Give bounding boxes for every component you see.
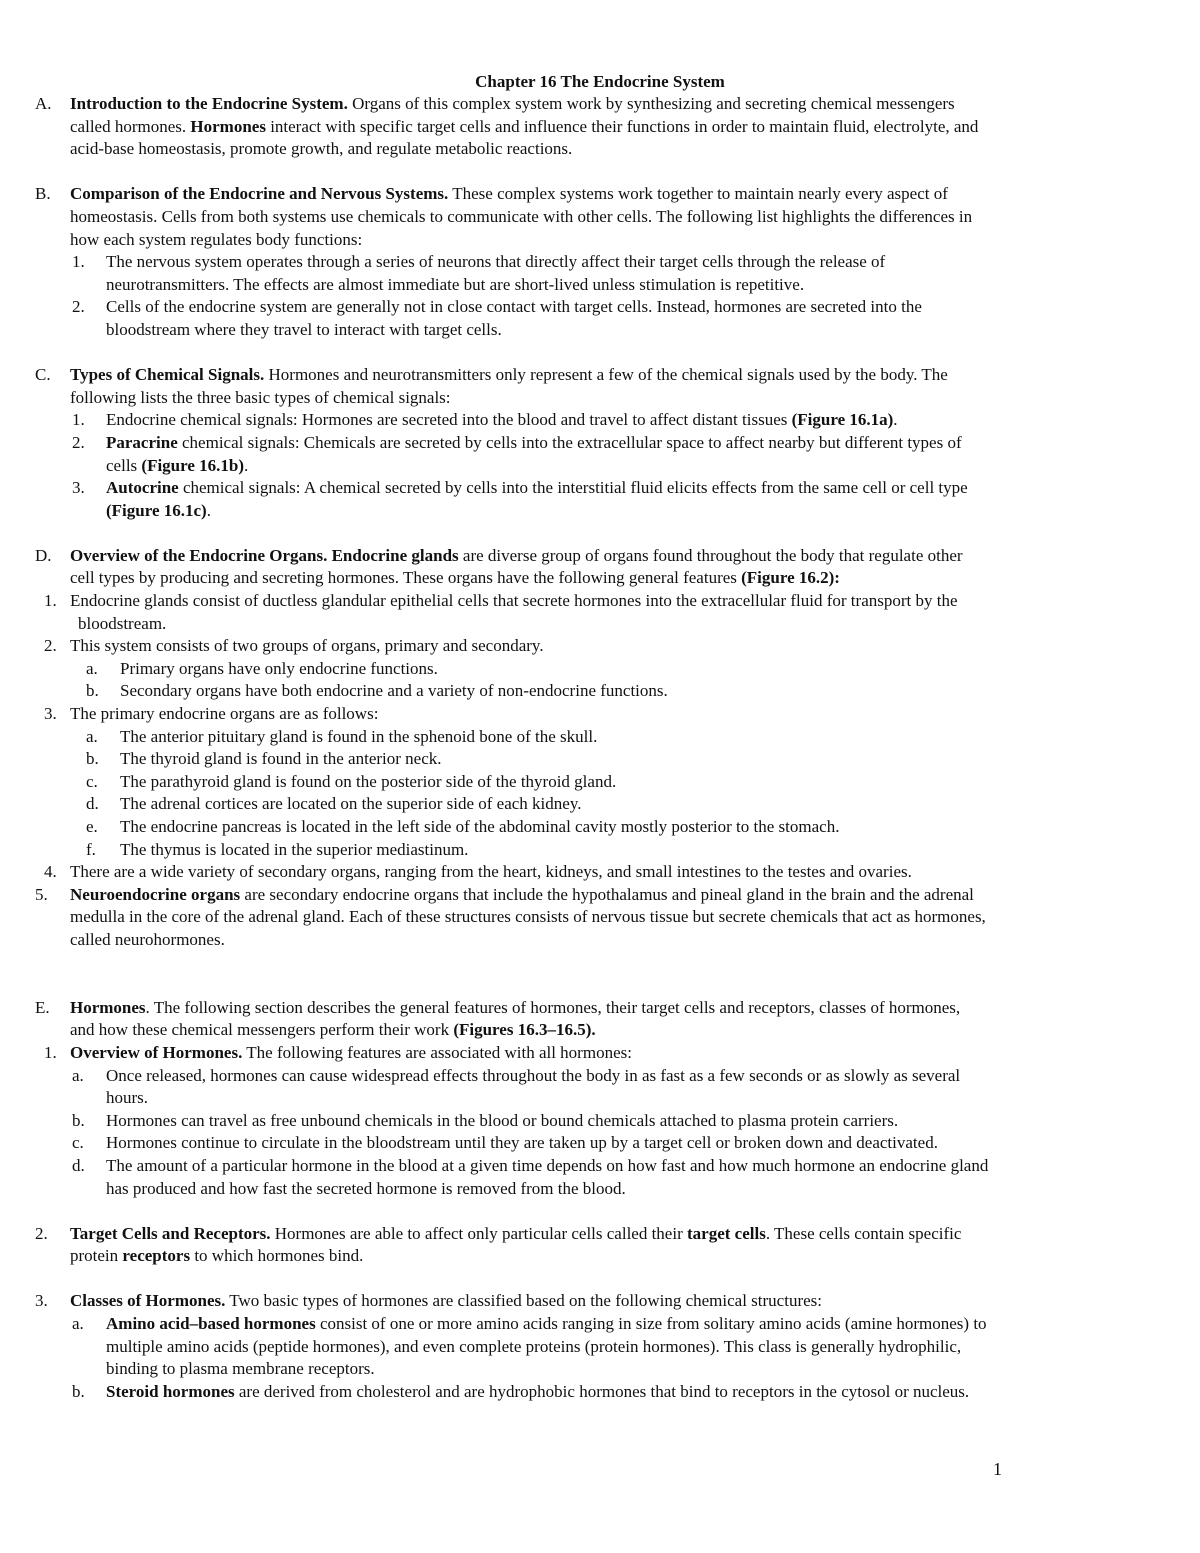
list-marker: d. [72, 1155, 85, 1175]
text-run: acid-base homeostasis, promote growth, and regulate metabolic reactions. [70, 139, 573, 159]
bold-term: Neuroendocrine organs [70, 884, 241, 904]
list-marker: d. [86, 794, 99, 814]
line-text [120, 771, 616, 794]
text-line [0, 884, 1200, 907]
text-line [0, 432, 1200, 455]
text-line [0, 477, 1200, 500]
line-text [70, 387, 451, 410]
text-run: The anterior pituitary gland is found in the sphenoid bone of the skull. [120, 726, 598, 746]
text-run: Cells of the endocrine system are generally not in close contact with target cells. Instead, hormones are secreted into the [106, 297, 922, 317]
line-text [106, 1155, 988, 1178]
text-line [0, 1178, 1200, 1201]
text-run: Hormones continue to circulate in the bloodstream until they are taken up by a target cell or broken down and deactivated. [106, 1133, 938, 1153]
line-text [70, 1290, 822, 1313]
bold-term: Types of Chemical Signals. [70, 365, 265, 385]
bold-term: (Figures 16.3–16.5). [453, 1020, 596, 1040]
bold-term: Overview of Hormones. [70, 1042, 243, 1062]
bold-term: Hormones [190, 116, 266, 136]
bold-term: Introduction to the Endocrine System. [70, 94, 348, 113]
line-text [120, 816, 839, 839]
line-text [106, 1381, 969, 1404]
text-line [0, 726, 1200, 749]
line-text [106, 274, 804, 297]
list-marker: a. [86, 658, 98, 678]
text-line [0, 183, 1200, 206]
list-marker: 1. [44, 1042, 57, 1062]
text-line [0, 567, 1200, 590]
text-run: The amount of a particular hormone in the blood at a given time depends on how fast and how much hormone an endocrine gland [106, 1155, 989, 1175]
line-text [106, 432, 962, 455]
text-run: to which hormones bind. [190, 1246, 364, 1266]
text-run: called hormones. [70, 116, 191, 136]
line-text [70, 183, 948, 206]
text-line [0, 364, 1200, 387]
line-text [106, 319, 502, 342]
text-line [0, 206, 1200, 229]
line-text [70, 929, 225, 952]
line-text [70, 93, 955, 116]
text-run: . [206, 500, 211, 520]
line-text [70, 906, 986, 929]
line-text [120, 839, 468, 862]
text-run: These complex systems work together to maintain nearly every aspect of [448, 184, 948, 204]
text-line [0, 816, 1200, 839]
line-text [70, 545, 963, 568]
text-line [0, 658, 1200, 681]
text-run: how each system regulates body functions: [70, 229, 363, 249]
blank-line [0, 952, 1200, 975]
blank-line [0, 522, 1200, 545]
list-marker: 2. [72, 432, 85, 452]
text-line [0, 1381, 1200, 1404]
text-line [0, 455, 1200, 478]
text-line [0, 274, 1200, 297]
text-line [0, 1065, 1200, 1088]
list-marker: b. [86, 749, 99, 769]
list-marker: b. [72, 1110, 85, 1130]
text-run: Endocrine chemical signals: Hormones are secreted into the blood and travel to affect distant tissues [106, 410, 792, 430]
line-text [70, 138, 572, 161]
text-run: The primary endocrine organs are as follows: [70, 704, 379, 724]
text-run: protein [70, 1246, 123, 1266]
text-line [0, 251, 1200, 274]
list-marker: c. [86, 771, 98, 791]
list-marker: 3. [44, 704, 57, 724]
text-line [0, 771, 1200, 794]
text-run: are secondary endocrine organs that include the hypothalamus and pineal gland in the brain and the adrenal [240, 884, 974, 904]
text-line [0, 500, 1200, 523]
text-run: called neurohormones. [70, 929, 225, 949]
text-line [0, 861, 1200, 884]
line-text [70, 590, 958, 613]
text-line [0, 590, 1200, 613]
list-marker: 1. [72, 410, 85, 430]
text-line [0, 1245, 1200, 1268]
list-marker: 4. [44, 862, 57, 882]
text-line [0, 1155, 1200, 1178]
line-text [106, 1313, 987, 1336]
bold-term: Autocrine [106, 478, 179, 498]
list-marker: 2. [72, 297, 85, 317]
bold-term: (Figure 16.2): [741, 568, 840, 588]
text-line [0, 387, 1200, 410]
text-line [0, 1358, 1200, 1381]
page-title: Chapter 16 The Endocrine System [475, 72, 725, 91]
text-run: . These cells contain specific [765, 1223, 962, 1243]
blank-line [0, 1200, 1200, 1223]
line-text [120, 748, 442, 771]
line-text [70, 229, 362, 252]
text-line [0, 839, 1200, 862]
text-line [0, 409, 1200, 432]
bold-term: (Figure 16.1a) [791, 410, 894, 430]
text-line [0, 793, 1200, 816]
list-marker: C. [35, 365, 51, 385]
text-run: interact with specific target cells and influence their functions in order to maintain fluid, electrolyte, and [265, 116, 979, 136]
text-line [0, 635, 1200, 658]
text-line [0, 1019, 1200, 1042]
text-run: following lists the three basic types of chemical signals: [70, 387, 451, 407]
text-line [0, 1313, 1200, 1336]
text-run: Hormones and neurotransmitters only represent a few of the chemical signals used by the body. The [264, 365, 948, 385]
list-marker: 1. [44, 591, 57, 611]
line-text [70, 567, 840, 590]
text-run: . [244, 455, 249, 475]
text-line [0, 1087, 1200, 1110]
text-run: Two basic types of hormones are classified based on the following chemical structures: [225, 1291, 822, 1311]
line-text [106, 1178, 626, 1201]
line-text [120, 726, 597, 749]
line-text [106, 1065, 960, 1088]
text-run: hours. [106, 1088, 149, 1108]
text-line [0, 1132, 1200, 1155]
text-run: has produced and how fast the secreted hormone is removed from the blood. [106, 1178, 626, 1198]
blank-line [0, 1268, 1200, 1291]
bold-term: Hormones [70, 997, 146, 1017]
text-line [0, 1290, 1200, 1313]
line-text [120, 680, 668, 703]
line-text [106, 1132, 938, 1155]
text-line [0, 748, 1200, 771]
text-run: The nervous system operates through a series of neurons that directly affect their target cells through the release of [106, 252, 886, 272]
list-marker: e. [86, 817, 98, 836]
text-run: and how these chemical messengers perform their work [70, 1020, 454, 1040]
text-run: medulla in the core of the adrenal gland. Each of these structures consists of nervous tissue but secrete chemicals that act as hormones, [70, 907, 986, 927]
bold-term: Overview of the Endocrine Organs. Endocrine glands [70, 545, 459, 565]
text-line [0, 138, 1200, 161]
line-text [70, 1245, 363, 1268]
list-marker: a. [72, 1065, 84, 1085]
list-marker: E. [35, 997, 50, 1017]
bold-term: Classes of Hormones. [70, 1291, 226, 1311]
text-run: The adrenal cortices are located on the superior side of each kidney. [120, 794, 582, 814]
line-text [106, 1110, 898, 1133]
line-text [70, 1042, 632, 1065]
text-line [0, 929, 1200, 952]
text-line [0, 703, 1200, 726]
line-text [70, 1223, 961, 1246]
line-text [70, 1019, 596, 1042]
text-run: homeostasis. Cells from both systems use chemicals to communicate with other cells. The following list highlights the differences in [70, 206, 973, 226]
bold-term: receptors [122, 1246, 191, 1266]
text-run: are derived from cholesterol and are hydrophobic hormones that bind to receptors in the cytosol or nucleus. [234, 1381, 970, 1401]
list-marker: D. [35, 545, 52, 565]
text-line [0, 1110, 1200, 1133]
bold-term: Paracrine [106, 432, 178, 452]
list-marker: c. [72, 1133, 84, 1153]
text-line [0, 93, 1200, 116]
text-run: The parathyroid gland is found on the posterior side of the thyroid gland. [120, 771, 617, 791]
text-line [0, 1223, 1200, 1246]
list-marker: 2. [44, 636, 57, 656]
list-marker: a. [86, 726, 98, 746]
list-marker: 3. [35, 1291, 48, 1311]
line-text [106, 500, 211, 523]
text-run: cell types by producing and secreting hormones. These organs have the following general features [70, 568, 742, 588]
list-marker: a. [72, 1314, 84, 1334]
line-text [70, 997, 960, 1020]
text-line [0, 1042, 1200, 1065]
text-run: Hormones can travel as free unbound chemicals in the blood or bound chemicals attached to plasma protein carriers. [106, 1110, 899, 1130]
text-run: This system consists of two groups of organs, primary and secondary. [70, 636, 544, 656]
blank-line [0, 342, 1200, 365]
bold-term: Comparison of the Endocrine and Nervous Systems. [70, 184, 449, 204]
bold-term: Target Cells and Receptors. [70, 1223, 271, 1243]
text-line [0, 296, 1200, 319]
text-run: The following features are associated with all hormones: [242, 1042, 632, 1062]
bold-term: Steroid hormones [106, 1381, 235, 1401]
bold-term: (Figure 16.1c) [106, 500, 207, 520]
text-run: binding to plasma membrane receptors. [106, 1359, 375, 1379]
bold-term: (Figure 16.1b) [141, 455, 245, 475]
text-run: bloodstream where they travel to interact with target cells. [106, 319, 502, 339]
bold-term: target cells [687, 1223, 766, 1243]
text-run: Organs of this complex system work by synthesizing and secreting chemical messengers [347, 94, 955, 113]
text-run: neurotransmitters. The effects are almost immediate but are short-lived unless stimulation is repetitive. [106, 274, 805, 294]
line-text [106, 1336, 961, 1359]
text-line [0, 116, 1200, 139]
text-line [0, 613, 1200, 636]
blank-line [0, 974, 1200, 997]
line-text [106, 409, 898, 432]
text-line [0, 545, 1200, 568]
line-text [120, 658, 438, 681]
text-run: There are a wide variety of secondary organs, ranging from the heart, kidneys, and small intestines to the testes and ovaries. [70, 862, 912, 882]
list-marker: 1. [72, 252, 85, 272]
list-marker: A. [35, 94, 52, 113]
line-text [106, 296, 922, 319]
list-marker: b. [72, 1381, 85, 1401]
text-line [0, 997, 1200, 1020]
line-text [120, 793, 581, 816]
line-text [106, 1358, 375, 1381]
text-line [0, 319, 1200, 342]
document-body [0, 93, 1200, 1403]
list-marker: B. [35, 184, 51, 204]
text-run: . The following section describes the general features of hormones, their target cells and receptors, classes of hormones, [145, 997, 961, 1017]
line-text [106, 251, 885, 274]
text-run: multiple amino acids (peptide hormones), and even complete proteins (protein hormones). This class is generally hydrophilic, [106, 1336, 962, 1356]
line-text [106, 477, 968, 500]
page-number: 1 [993, 1459, 1002, 1479]
blank-line [0, 161, 1200, 184]
line-text [70, 635, 544, 658]
line-text [70, 884, 974, 907]
text-run: The thymus is located in the superior mediastinum. [120, 839, 469, 859]
list-marker: 5. [35, 884, 48, 904]
text-run: Primary organs have only endocrine functions. [120, 658, 438, 678]
bold-term: Amino acid–based hormones [106, 1314, 316, 1334]
line-text [106, 455, 248, 478]
line-text [70, 116, 978, 139]
text-run: The endocrine pancreas is located in the left side of the abdominal cavity mostly posterior to the stomach. [120, 817, 840, 836]
line-text [70, 861, 912, 884]
text-run: The thyroid gland is found in the anterior neck. [120, 749, 442, 769]
text-run: chemical signals: A chemical secreted by cells into the interstitial fluid elicits effects from the same cell or cell type [178, 478, 968, 498]
text-run: Hormones are able to affect only particular cells called their [270, 1223, 687, 1243]
text-run: Secondary organs have both endocrine and a variety of non-endocrine functions. [120, 681, 668, 701]
text-run: chemical signals: Chemicals are secreted by cells into the extracellular space to affect nearby but different types of [177, 432, 962, 452]
text-line [0, 906, 1200, 929]
line-text [70, 206, 972, 229]
line-text [78, 613, 166, 636]
list-marker: 2. [35, 1223, 48, 1243]
text-run: consist of one or more amino acids ranging in size from solitary amino acids (amine hormones) to [315, 1314, 987, 1334]
text-run: Once released, hormones can cause widespread effects throughout the body in as fast as a few seconds or as slowly as several [106, 1065, 961, 1085]
line-text [106, 1087, 148, 1110]
text-line [0, 229, 1200, 252]
text-run: are diverse group of organs found throughout the body that regulate other [458, 545, 963, 565]
text-line [0, 680, 1200, 703]
list-marker: 3. [72, 478, 85, 498]
text-run: bloodstream. [78, 613, 167, 633]
text-run: Endocrine glands consist of ductless glandular epithelial cells that secrete hormones into the extracellular fluid for transport by the [70, 591, 958, 611]
list-marker: f. [86, 839, 96, 859]
line-text [70, 364, 948, 387]
text-line [0, 1336, 1200, 1359]
list-marker: b. [86, 681, 99, 701]
text-run: cells [106, 455, 142, 475]
text-run: . [893, 410, 898, 430]
line-text [70, 703, 378, 726]
